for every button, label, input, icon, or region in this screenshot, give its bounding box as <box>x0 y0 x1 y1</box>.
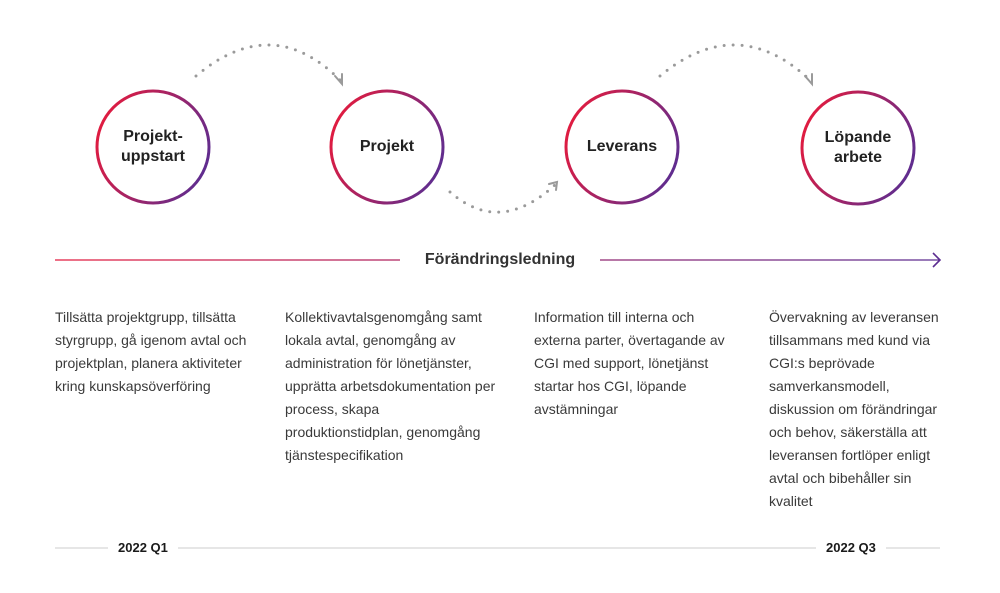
step-description-projekt: Kollektivavtalsgenomgång samt lokala avtal, genomgång av administration för lönetjänster, upprätta arbetsdokumentation per process, skapa produktionstidplan, genomgång tjänstespecifikation <box>285 309 496 463</box>
change-axis-label: Förändringsledning <box>400 248 600 272</box>
step-description-projektuppstart: Tillsätta projektgrupp, tillsätta styrgrupp, gå igenom avtal och projektplan, planera aktiviteter kring kunskapsöverföring <box>55 309 247 394</box>
step-description-leverans: Information till interna och externa parter, övertagande av CGI med support, lönetjänst startar hos CGI, löpande avstämningar <box>534 309 725 417</box>
dotted-arrow-1 <box>196 45 340 80</box>
dotted-arrow-3 <box>660 45 810 80</box>
step-title-projekt: Projekt <box>359 138 415 155</box>
step-title-leverans: Leverans <box>586 138 658 155</box>
step-description-lopande-arbete: Övervakning av leveransen tillsammans med kund via CGI:s beprövade samverkansmodell, diskussion om förändringar och behov, säkerställa att leveransen fortlöper enligt avtal och bibehåller sin kvalitet <box>769 309 939 509</box>
step-title-lopande-arbete: Löpande arbete <box>824 129 892 166</box>
timeline-end-label: 2022 Q3 <box>816 538 886 558</box>
dotted-arrow-2 <box>450 184 556 212</box>
step-title-projektuppstart: Projekt- uppstart <box>121 128 185 165</box>
timeline-start-label: 2022 Q1 <box>108 538 178 558</box>
